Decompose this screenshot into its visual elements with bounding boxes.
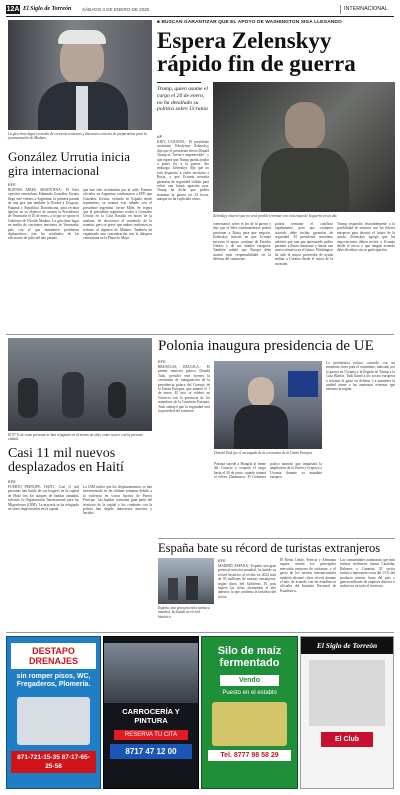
espana-body-col3: Las comunidades autónomas que más turistas recibieron fueron Cataluña, Baleares y Canarias. El sector turístico representa cerca del 13 % del producto interno bruto del país y genera millones de empleos directos e indirectos en todo el territorio.: [340, 558, 395, 589]
zelensky-headline: Espera Zelenskyy rápido fin de guerra: [157, 28, 356, 76]
ads-rule: [6, 632, 394, 633]
ad-drenajes-sub: sin romper pisos, WC, Fregaderos, Plomería.: [16, 673, 91, 688]
espana-body-col1: MADRID, ESPAÑA.- España, una gran potencia turística mundial, ha batido su récord histórico al recibir en 2024 más de 93 millones de turistas extranjeros, según datos del Gobierno. El país superó las cifras alcanzadas el año anterior, lo que confirma la fortaleza del sector.: [218, 564, 276, 599]
espana-photo: [158, 558, 214, 604]
haiti-photo-caption: El 97 % de estas personas se han refugiado en al menos un sitio, como ocurre con la presente ciudad.: [8, 433, 144, 442]
ad-drenajes-phones: 871-721-15-35 87-17-65-25-58: [11, 751, 96, 773]
polonia-body-col2: La presidencia polaca coincide con un momento clave para el continente, marcado por la guerra en Ucrania y la llegada de Trump a la Casa Blanca. Tusk llamó a los socios europeos a reforzar el gasto en defensa y a mantener la unidad frente a las amenazas externas que enfrenta la región.: [326, 361, 395, 392]
ad-silo-note: Puesto en el establo: [222, 690, 277, 696]
ad-drenajes-title: DESTAPO DRENAJES: [11, 643, 96, 669]
ad-drenajes[interactable]: [6, 636, 101, 789]
zelensky-deck-rule: [157, 82, 201, 83]
haiti-body-col2: La OIM indicó que los desplazamientos se han incrementado en las últimas semanas debido a la violencia en varios barrios de Puerto Príncipe. Las bandas controlan gran parte del territorio de la capital y los combates con la policía han dejado numerosos muertos y heridos.: [83, 485, 152, 516]
espana-photo-caption: España, una gran potencia turística mundial, ha batido su récord histórico.: [158, 606, 210, 619]
zelensky-body-col4: Trump respondió favorablemente a la posibilidad de reunirse con los líderes europeos para discutir el futuro de la ayuda. Zelenskyy agregó que las negociaciones deben incluir a Ucrania desde el inicio y que ningún acuerdo debe decidirse sin su participación.: [337, 222, 395, 253]
ad-carroceria-image: [104, 643, 198, 703]
gonzalez-agency: EFE: [8, 182, 16, 187]
espana-headline: España bate su récord de turistas extranjeros: [158, 541, 381, 555]
espana-rule: [158, 538, 395, 539]
ad-silo-sub: Vendo: [220, 675, 279, 686]
espana-agency: EFE: [218, 558, 226, 563]
header-logo[interactable]: El Siglo de Torreón: [23, 6, 72, 12]
ad-club-title: El Siglo de Torreón: [301, 637, 393, 654]
zelensky-agency: AP: [157, 134, 163, 139]
gonzalez-headline: González Urrutia inicia gira internacional: [8, 149, 130, 178]
polonia-body-col1: BRUSELAS, BÉLGICA.- El primer ministro polaco, Donald Tusk, presidió este viernes la ceremonia de inauguración de la presidencia polaca del Consejo de la Unión Europea, que asumió el 1 de enero. El acto se celebró en Varsovia con la presencia de los miembros de la Comisión Europea. Tusk subrayó que la seguridad será la prioridad del semestre.: [158, 365, 210, 414]
zelensky-kicker: ■ BUSCAN GARANTIZAR QUE EL APOYO DE WASHINGTON SIGA LLEGANDO: [157, 20, 342, 25]
section-name: INTERNACIONAL: [340, 5, 396, 14]
haiti-agency: EFE: [8, 479, 16, 484]
ad-silo-phones: Tel. 8777 98 58 29: [208, 750, 291, 761]
polonia-agency: EFE: [158, 359, 166, 364]
zelensky-body-col2: comentarios sobre el fin de la guerra y dijo que el líder estadounidense podría presionar a Rusia para que negocie. Zelenskyy insistió en que Ucrania necesita el apoyo continuo de Estados Unidos y de sus aliados europeos. También señaló que Europa debe asumir más responsabilidad en la defensa del continente.: [213, 222, 271, 262]
ad-club-sub: El Club: [321, 732, 373, 747]
zelensky-body-col3: podría terminar el conflicto rápidamente, pero que cualquier acuerdo debe incluir garantías de seguridad. El presidente ucraniano advirtió que una paz apresurada podría permitir a Rusia rearmarse y lanzar una nueva ofensiva en el futuro. Washington ha sido el mayor proveedor de ayuda militar a Ucrania desde el inicio de la invasión.: [275, 222, 333, 266]
ad-carroceria[interactable]: [103, 636, 199, 789]
zelensky-photo-caption: Zelenskyy observó que no será posible terminar con esta etapa de la guerra en un día.: [213, 214, 338, 218]
haiti-body-col1: PUERTO PRÍNCIPE, HAITÍ.- Casi 11 mil personas han huido de sus hogares en la capital de Haití tras los ataques de bandas armadas, informó la Organización Internacional para las Migraciones (OIM). La mayoría se ha refugiado en sitios improvisados en la capital.: [8, 485, 79, 512]
ad-silo[interactable]: [201, 636, 298, 789]
polonia-body-col3: Polonia sucede a Hungría al frente del Consejo y ocupará el cargo hasta el 30 de junio, cuando tomará el relevo Dinamarca. El Gobierno polaco anunció que impulsará la ampliación de la Unión y el apoyo a Ucrania durante su mandato europeo.: [214, 462, 322, 480]
haiti-headline: Casi 11 mil nuevos desplazados en Haití: [8, 446, 124, 475]
espana-body-col2: El Reino Unido, Francia y Alemania siguen siendo los principales mercados emisores de visitantes, y el gasto de los turistas internacionales también alcanzó cifras récord durante el año, de acuerdo con las estadísticas oficiales del Instituto Nacional de Estadística.: [280, 558, 336, 593]
header-rule: [6, 16, 394, 17]
gonzalez-photo-caption: La gira tiene lugar en medio de creciente tensiones y discursos a inicios de preparativos para la juramentación de Maduro.: [8, 132, 147, 141]
gonzalez-body-col2: que han sido reclamados por la calle. Fuentes oficiales en Argentina confirmaron a EFE que González Urrutia, exiliado en España desde septiembre, se reunirá este sábado con el presidente argentino, Javier Milei. Se espera que el presidente argentino reciba a González Urrutia en la Casa Rosada en horas de la mañana. Se desconoce el contenido de la reunión, pero se prevé que ambos reafirmen su rechazo al régimen de Maduro. También ha organizado una concentración con la diáspora venezolana en la Plaza de Mayo.: [83, 188, 152, 241]
polonia-photo-caption: Donald Tusk fue el encargado de la ceremonia de la Unión Europea.: [214, 451, 314, 455]
polonia-headline: Polonia inaugura presidencia de UE: [158, 338, 374, 354]
page-number: 12A: [6, 6, 20, 13]
polonia-photo: [214, 361, 322, 449]
ad-club-image: [309, 660, 385, 726]
ad-club[interactable]: [300, 636, 394, 789]
zelensky-deck: Trump, quien asume el cargo el 20 de enero, no ha detallado su política sobre Ucrania: [157, 86, 208, 113]
ad-carroceria-phones: 8717 47 12 00: [110, 744, 192, 759]
ad-carroceria-title: CARROCERÍA Y PINTURA: [122, 707, 180, 725]
ad-silo-image: [212, 702, 287, 746]
zelensky-photo: [213, 82, 395, 212]
gonzalez-body-col1: BUENOS AIRES, ARGENTINA.- El líder opositor venezolano Edmundo González Urrutia llegó este viernes a Argentina, la primera parada de una gira que también lo llevará a Uruguay, Panamá y República Dominicana, para recabar apoyos en su objetivo de asumir la Presidencia de Venezuela el 10 de enero, a lo que se opone el Gobierno de Nicolás Maduro. La gira tiene lugar en medio de crecientes tensiones de Venezuela, país con el que mantienen problemas diplomáticos, tras los resultados de las elecciones de julio del año pasado.: [8, 188, 79, 241]
gonzalez-photo: [8, 20, 152, 130]
haiti-photo: [8, 338, 152, 431]
mid-rule: [6, 334, 394, 335]
ad-silo-title: Silo de maíz fermentado: [217, 645, 282, 669]
zelensky-body-col1: KIEV, UCRANIA.- El presidente ucraniano Volodymyr Zelenskyy dijo que el presidente electo Donald Trump es "fuerte e impredecible", y que espera que Trump pueda ayudar a poner fin a la guerra. Sin embargo, Zelenskyy dijo que no está dispuesto a ceder territorio a Rusia, y que Ucrania necesita garantías de seguridad sólidas para evitar una futura agresión rusa. Trump ha dicho que podría terminar la guerra en 24 horas, aunque no ha explicado cómo.: [157, 140, 209, 202]
ad-drenajes-image: [17, 697, 90, 745]
ad-carroceria-sub: RESERVA TU CITA: [114, 730, 188, 740]
header-date: SÁBADO 4 DE ENERO DE 2025: [82, 7, 150, 12]
